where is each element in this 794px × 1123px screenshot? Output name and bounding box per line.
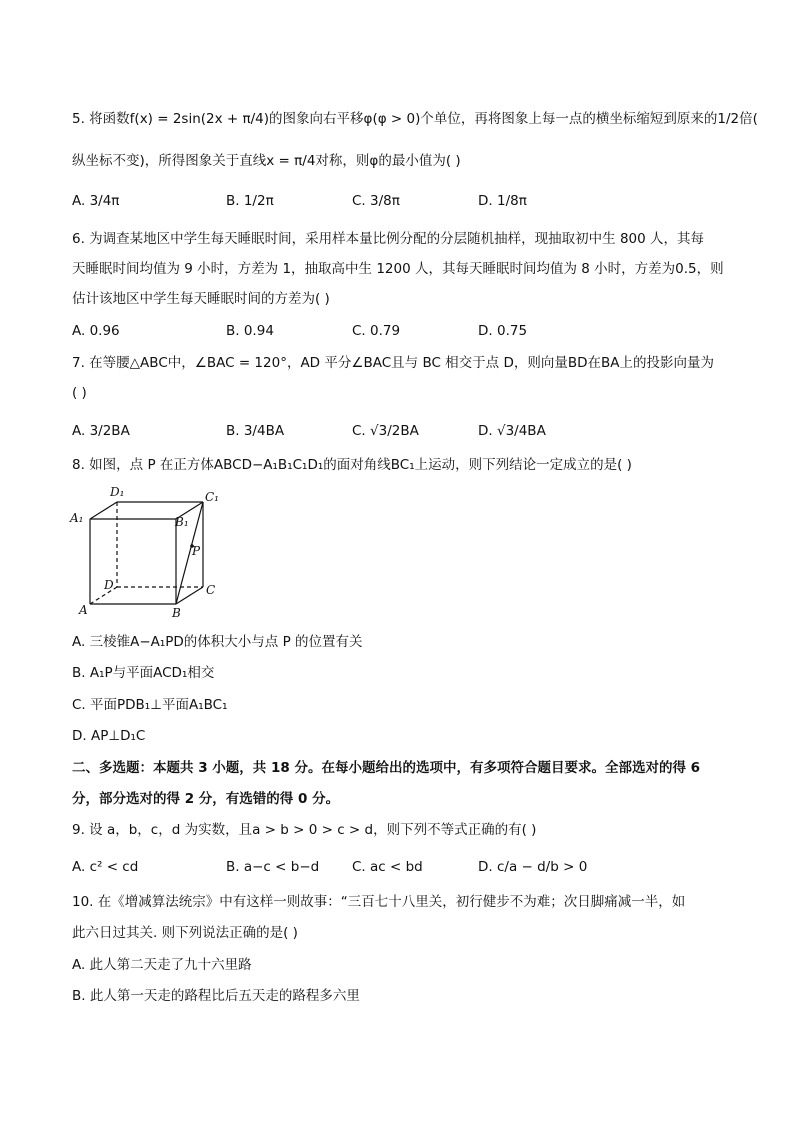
q9-option-d: D. c/a − d/b > 0 [478, 859, 588, 875]
q5-option-b: B. 1/2π [226, 193, 274, 209]
q5-option-a: A. 3/4π [72, 193, 120, 209]
q6-line-1: 6. 为调查某地区中学生每天睡眠时间，采用样本量比例分配的分层随机抽样，现抽取初中生 800 人，其每 [72, 231, 705, 247]
q10-option-b: B. 此人第一天走的路程比后五天走的路程多六里 [72, 988, 360, 1004]
q5-option-d: D. 1/8π [478, 193, 527, 209]
q6-options [72, 321, 722, 341]
q9-option-c: C. ac < bd [352, 859, 423, 875]
q8-line-1: 8. 如图，点 P 在正方体ABCD−A₁B₁C₁D₁的面对角线BC₁上运动，则下列结论一定成立的是( ) [72, 457, 632, 473]
label-b1: B₁ [175, 515, 189, 529]
q9-line-1: 9. 设 a，b，c，d 为实数，且a > b > 0 > c > d，则下列不等式正确的有( ) [72, 822, 537, 838]
section2-heading-line-1: 二、多选题：本题共 3 小题，共 18 分。在每小题给出的选项中，有多项符合题目要求。全部选对的得 6 [72, 760, 701, 776]
q8-option-d: D. AP⊥D₁C [72, 728, 146, 744]
label-a: A [79, 603, 88, 617]
section2-heading-line-2: 分，部分选对的得 2 分，有选错的得 0 分。 [72, 791, 340, 807]
label-d: D [104, 578, 114, 592]
label-b: B [172, 606, 181, 620]
q9-options [72, 857, 722, 877]
q6-option-a: A. 0.96 [72, 323, 120, 339]
q5-options [72, 191, 722, 211]
q7-option-b: B. 3/4BA [226, 423, 285, 439]
q9-option-b: B. a−c < b−d [226, 859, 320, 875]
q7-option-d: D. √3/4BA [478, 423, 546, 439]
q5-option-c: C. 3/8π [352, 193, 400, 209]
q6-option-c: C. 0.79 [352, 323, 401, 339]
q6-line-3: 估计该地区中学生每天睡眠时间的方差为( ) [72, 291, 330, 307]
q6-line-2: 天睡眠时间均值为 9 小时，方差为 1，抽取高中生 1200 人，其每天睡眠时间均值为 8 小时，方差为0.5，则 [72, 261, 724, 277]
q6-option-d: D. 0.75 [478, 323, 528, 339]
q10-option-a: A. 此人第二天走了九十六里路 [72, 957, 252, 973]
label-a1: A₁ [70, 511, 84, 525]
q9-option-a: A. c² < cd [72, 859, 139, 875]
edge-a1d1 [90, 502, 117, 519]
q5-line-2: 纵坐标不变)，所得图象关于直线x = π/4对称，则φ的最小值为( ) [72, 153, 461, 169]
cube-figure [66, 484, 226, 620]
label-c1: C₁ [205, 490, 219, 504]
label-d1: D₁ [110, 485, 125, 499]
q7-line-2: ( ) [72, 385, 87, 401]
q8-option-a: A. 三棱锥A−A₁PD的体积大小与点 P 的位置有关 [72, 634, 363, 650]
q10-line-2: 此六日过其关. 则下列说法正确的是( ) [72, 925, 298, 941]
q5-line-1: 5. 将函数f(x) = 2sin(2x + π/4)的图象向右平移φ(φ > 0)个单位，再将图象上每一点的横坐标缩短到原来的1/2倍( [72, 111, 758, 127]
q7-option-a: A. 3/2BA [72, 423, 130, 439]
q8-option-c: C. 平面PDB₁⊥平面A₁BC₁ [72, 697, 228, 713]
q8-option-b: B. A₁P与平面ACD₁相交 [72, 665, 215, 681]
q7-option-c: C. √3/2BA [352, 423, 419, 439]
label-c: C [206, 583, 216, 597]
q10-line-1: 10. 在《增减算法统宗》中有这样一则故事：“三百七十八里关，初行健步不为难；次日脚痛减一半，如 [72, 894, 686, 910]
q6-option-b: B. 0.94 [226, 323, 274, 339]
label-p: P [192, 544, 201, 558]
q7-options [72, 421, 722, 441]
q7-line-1: 7. 在等腰△ABC中，∠BAC = 120°，AD 平分∠BAC且与 BC 相交于点 D，则向量BD在BA上的投影向量为 [72, 355, 715, 371]
